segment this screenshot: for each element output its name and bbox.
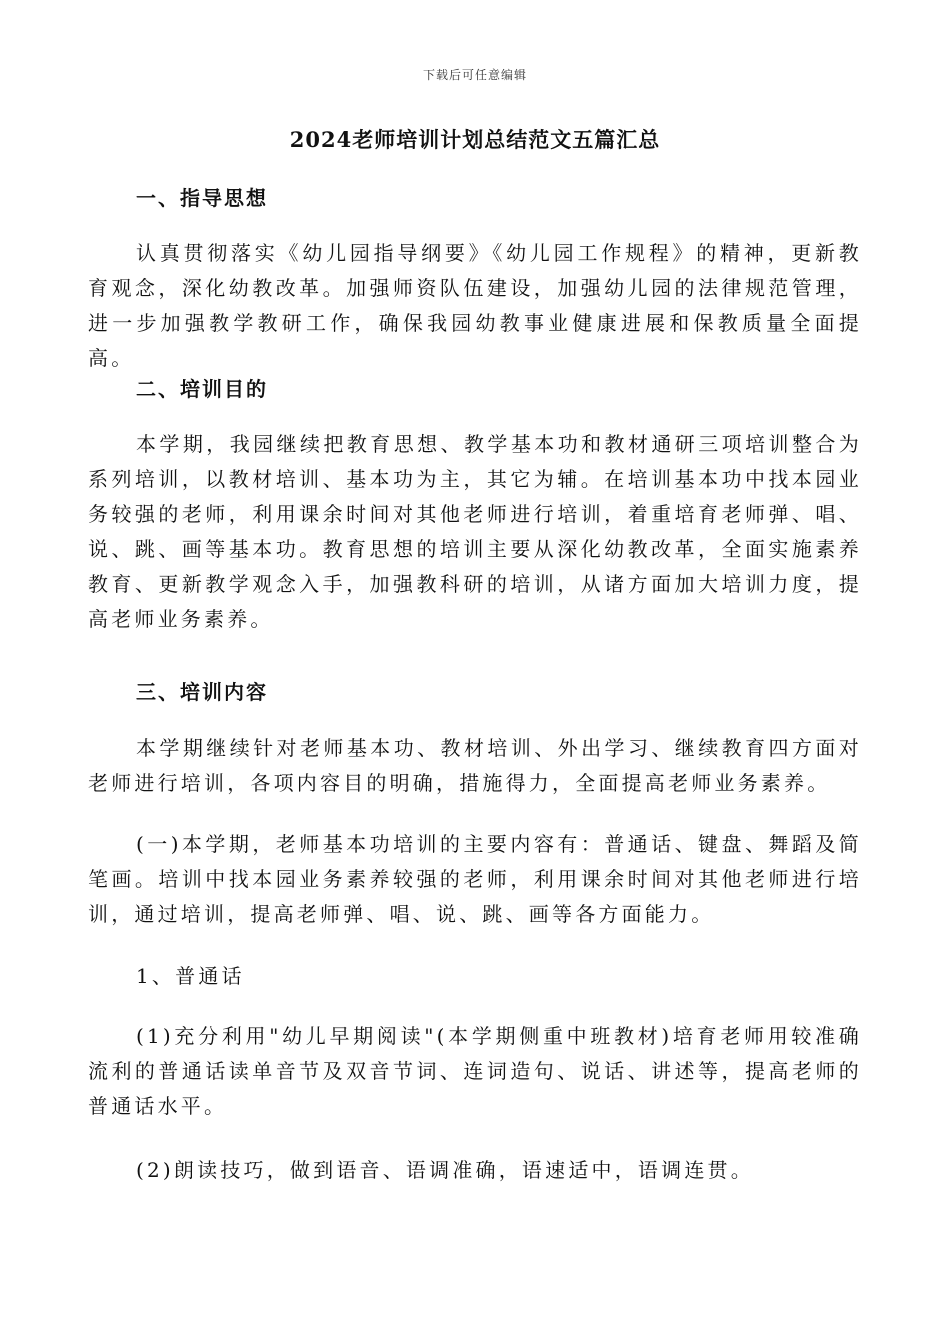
paragraph-mandarin-point-1: (1)充分利用"幼儿早期阅读"(本学期侧重中班教材)培育老师用较准确流利的普通话读单音节及双音节词、连词造句、说话、讲述等，提高老师的普通话水平。 [88, 1024, 862, 1118]
document-title: 2024老师培训计划总结范文五篇汇总 [289, 127, 661, 152]
section-heading-training-purpose: 二、培训目的 [136, 377, 268, 401]
paragraph-training-content-intro: 本学期继续针对老师基本功、教材培训、外出学习、继续教育四方面对老师进行培训，各项内容目的明确，措施得力，全面提高老师业务素养。 [88, 736, 862, 795]
paragraph-mandarin-point-2: (2)朗读技巧，做到语音、语调准确，语速适中，语调连贯。 [136, 1158, 754, 1182]
section-heading-guiding-ideology: 一、指导思想 [136, 186, 268, 210]
section-heading-training-content: 三、培训内容 [136, 680, 268, 704]
header-note: 下载后可任意编辑 [422, 68, 527, 82]
paragraph-guiding-ideology: 认真贯彻落实《幼儿园指导纲要》《幼儿园工作规程》的精神，更新教育观念，深化幼教改革。加强师资队伍建设，加强幼儿园的法律规范管理，进一步加强教学教研工作，确保我园幼教事业健康进展和保教质量全面提高。 [88, 241, 862, 370]
paragraph-training-purpose: 本学期，我园继续把教育思想、教学基本功和教材通研三项培训整合为系列培训，以教材培训、基本功为主，其它为辅。在培训基本功中找本园业务较强的老师，利用课余时间对其他老师进行培训，着重培育老师弹、唱、说、跳、画等基本功。教育思想的培训主要从深化幼教改革，全面实施素养教育、更新教学观念入手，加强教科研的培训，从诸方面加大培训力度，提高老师业务素养。 [88, 432, 862, 631]
paragraph-basic-skills: (一)本学期，老师基本功培训的主要内容有：普通话、键盘、舞蹈及简笔画。培训中找本园业务素养较强的老师，利用课余时间对其他老师进行培训，通过培训，提高老师弹、唱、说、跳、画等各方面能力。 [88, 832, 862, 926]
list-item-mandarin: 1、普通话 [136, 964, 245, 988]
